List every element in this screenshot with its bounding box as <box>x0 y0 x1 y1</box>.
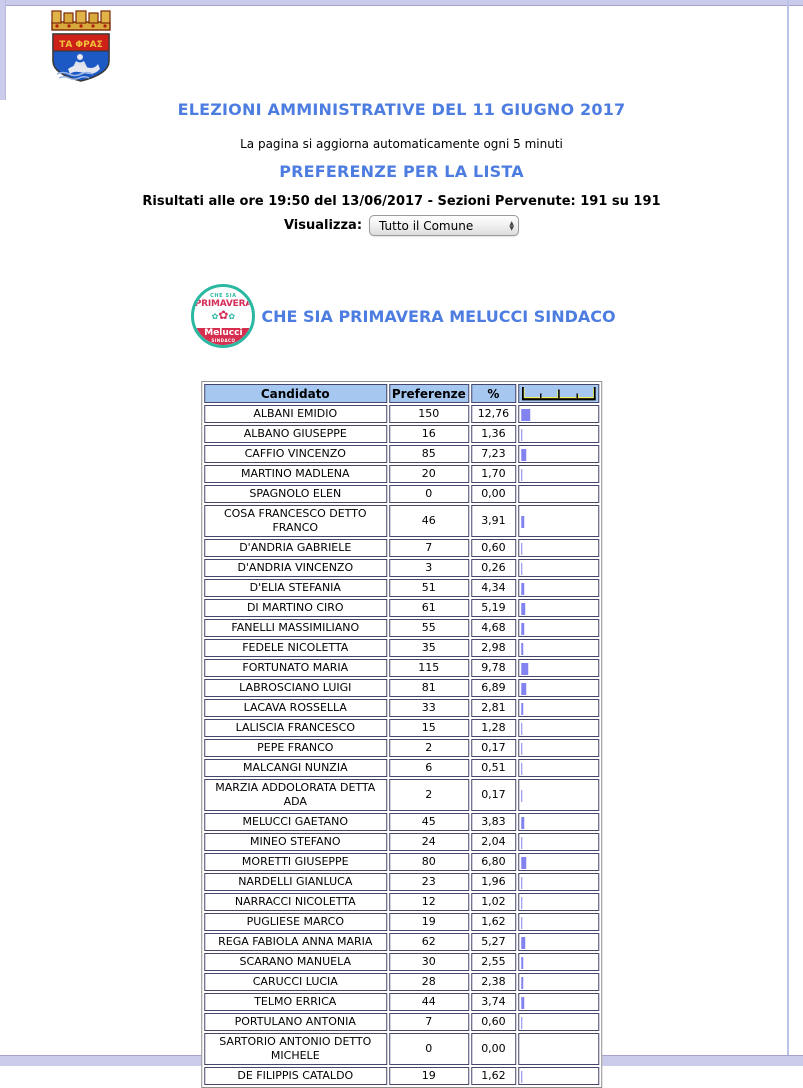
percent-bar <box>521 917 522 929</box>
percent-bar-cell <box>518 813 599 831</box>
preferences-count-cell: 45 <box>389 813 469 831</box>
preferences-count-cell: 20 <box>389 465 469 483</box>
percent-bar <box>521 937 525 949</box>
page-frame-left <box>0 0 6 100</box>
percent-cell: 6,89 <box>471 679 516 697</box>
list-name: CHE SIA PRIMAVERA MELUCCI SINDACO <box>261 307 615 326</box>
candidate-name-cell: DE FILIPPIS CATALDO <box>204 1067 387 1085</box>
scale-ruler-icon <box>521 386 596 401</box>
area-select-value: Tutto il Comune <box>379 219 509 233</box>
candidate-name-cell: MELUCCI GAETANO <box>204 813 387 831</box>
percent-bar <box>521 703 523 715</box>
preferences-count-cell: 62 <box>389 933 469 951</box>
section-title: PREFERENZE PER LA LISTA <box>0 162 803 181</box>
percent-cell: 0,60 <box>471 1013 516 1031</box>
candidate-name-cell: D'ANDRIA GABRIELE <box>204 539 387 557</box>
preferences-count-cell: 80 <box>389 853 469 871</box>
page-frame-right <box>787 0 789 1066</box>
table-row <box>204 1013 600 1031</box>
percent-bar <box>521 837 523 849</box>
percent-cell: 2,98 <box>471 639 516 657</box>
flower-icons: ✿✿✿ <box>194 308 252 322</box>
candidate-name-cell: FANELLI MASSIMILIANO <box>204 619 387 637</box>
table-row <box>204 539 600 557</box>
percent-bar-cell <box>518 619 599 637</box>
percent-cell: 12,76 <box>471 405 516 423</box>
percent-cell: 0,60 <box>471 539 516 557</box>
candidate-name-cell: FEDELE NICOLETTA <box>204 639 387 657</box>
table-row <box>204 933 600 951</box>
percent-cell: 1,70 <box>471 465 516 483</box>
table-row <box>204 579 600 597</box>
percent-bar-cell <box>518 579 599 597</box>
percent-cell: 2,38 <box>471 973 516 991</box>
preferences-count-cell: 2 <box>389 779 469 811</box>
percent-bar-cell <box>518 833 599 851</box>
candidate-name-cell: PEPE FRANCO <box>204 739 387 757</box>
percent-bar-cell <box>518 505 599 537</box>
percent-bar-cell <box>518 933 599 951</box>
percent-cell: 3,91 <box>471 505 516 537</box>
preferences-count-cell: 46 <box>389 505 469 537</box>
percent-bar-cell <box>518 739 599 757</box>
candidate-name-cell: MARTINO MADLENA <box>204 465 387 483</box>
candidate-name-cell: PORTULANO ANTONIA <box>204 1013 387 1031</box>
candidate-name-cell: PUGLIESE MARCO <box>204 913 387 931</box>
percent-cell: 0,26 <box>471 559 516 577</box>
percent-bar-cell <box>518 445 599 463</box>
percent-bar-cell <box>518 873 599 891</box>
percent-bar-cell <box>518 485 599 503</box>
percent-bar-cell <box>518 1033 599 1065</box>
visualizza-label: Visualizza: <box>284 218 362 233</box>
preferences-count-cell: 55 <box>389 619 469 637</box>
candidate-name-cell: DI MARTINO CIRO <box>204 599 387 617</box>
percent-bar-cell <box>518 913 599 931</box>
percent-bar <box>521 516 524 528</box>
shield-icon <box>53 34 109 81</box>
list-logo <box>191 284 255 348</box>
percent-cell: 1,02 <box>471 893 516 911</box>
candidate-name-cell: LABROSCIANO LUIGI <box>204 679 387 697</box>
candidate-name-cell: MINEO STEFANO <box>204 833 387 851</box>
percent-bar <box>521 877 522 889</box>
percent-bar <box>521 957 523 969</box>
percent-cell: 9,78 <box>471 659 516 677</box>
percent-cell: 0,00 <box>471 1033 516 1065</box>
percent-bar-cell <box>518 539 599 557</box>
table-row <box>204 953 600 971</box>
preferences-count-cell: 19 <box>389 1067 469 1085</box>
preferences-count-cell: 33 <box>389 699 469 717</box>
percent-bar-cell <box>518 893 599 911</box>
percent-cell: 2,55 <box>471 953 516 971</box>
preferences-count-cell: 2 <box>389 739 469 757</box>
percent-bar <box>521 897 522 909</box>
table-row <box>204 619 600 637</box>
table-row <box>204 813 600 831</box>
percent-bar-cell <box>518 465 599 483</box>
percent-cell: 6,80 <box>471 853 516 871</box>
table-row <box>204 639 600 657</box>
percent-bar-cell <box>518 853 599 871</box>
percent-cell: 5,27 <box>471 933 516 951</box>
table-row <box>204 405 600 423</box>
percent-bar <box>521 857 526 869</box>
percent-bar <box>521 623 525 635</box>
percent-cell: 4,68 <box>471 619 516 637</box>
table-row <box>204 993 600 1011</box>
candidate-name-cell: SARTORIO ANTONIO DETTO MICHELE <box>204 1033 387 1065</box>
percent-bar <box>521 723 522 735</box>
table-row <box>204 973 600 991</box>
candidate-name-cell: LACAVA ROSSELLA <box>204 699 387 717</box>
shield-motto: ΤΑ ΦΡΑΣ <box>59 40 103 50</box>
preferences-count-cell: 0 <box>389 1033 469 1065</box>
percent-cell: 0,51 <box>471 759 516 777</box>
percent-bar <box>521 603 525 615</box>
list-logo-band <box>194 328 252 345</box>
percent-bar-cell <box>518 405 599 423</box>
percent-cell: 1,62 <box>471 913 516 931</box>
preferences-count-cell: 15 <box>389 719 469 737</box>
candidates-tbody <box>204 405 600 1085</box>
percent-bar-cell <box>518 993 599 1011</box>
select-arrows-icon <box>509 221 514 231</box>
percent-bar-cell <box>518 953 599 971</box>
candidate-name-cell: MARZIA ADDOLORATA DETTA ADA <box>204 779 387 811</box>
preferences-count-cell: 7 <box>389 1013 469 1031</box>
table-row <box>204 1067 600 1085</box>
table-row <box>204 599 600 617</box>
percent-cell: 7,23 <box>471 445 516 463</box>
percent-cell: 3,74 <box>471 993 516 1011</box>
percent-bar <box>521 683 526 695</box>
preferences-table-wrapper <box>201 381 603 1088</box>
percent-cell: 1,36 <box>471 425 516 443</box>
percent-bar-cell <box>518 1067 599 1085</box>
header-percent: % <box>471 384 516 403</box>
percent-bar-cell <box>518 1013 599 1031</box>
candidate-name-cell: MORETTI GIUSEPPE <box>204 853 387 871</box>
preferences-table <box>201 381 603 1088</box>
percent-cell: 0,17 <box>471 739 516 757</box>
percent-bar <box>521 1071 522 1083</box>
preferences-count-cell: 23 <box>389 873 469 891</box>
table-header-row <box>204 384 600 403</box>
percent-bar-cell <box>518 719 599 737</box>
percent-cell: 2,04 <box>471 833 516 851</box>
crown-icon <box>52 11 110 30</box>
percent-cell: 1,96 <box>471 873 516 891</box>
preferences-count-cell: 61 <box>389 599 469 617</box>
percent-cell: 2,81 <box>471 699 516 717</box>
table-row <box>204 465 600 483</box>
table-row <box>204 779 600 811</box>
percent-bar <box>521 429 522 441</box>
preferences-count-cell: 81 <box>389 679 469 697</box>
auto-refresh-note: La pagina si aggiorna automaticamente ogni 5 minuti <box>0 137 803 151</box>
percent-bar-cell <box>518 639 599 657</box>
preferences-count-cell: 3 <box>389 559 469 577</box>
table-row <box>204 699 600 717</box>
preferences-count-cell: 0 <box>389 485 469 503</box>
table-row <box>204 425 600 443</box>
percent-bar <box>521 997 524 1009</box>
header-candidato: Candidato <box>204 384 387 403</box>
preferences-count-cell: 24 <box>389 833 469 851</box>
candidate-name-cell: ALBANI EMIDIO <box>204 405 387 423</box>
percent-bar <box>521 409 531 421</box>
candidate-name-cell: COSA FRANCESCO DETTO FRANCO <box>204 505 387 537</box>
table-row <box>204 445 600 463</box>
preferences-count-cell: 51 <box>389 579 469 597</box>
percent-bar <box>521 977 523 989</box>
preferences-count-cell: 115 <box>389 659 469 677</box>
table-row <box>204 559 600 577</box>
table-row <box>204 659 600 677</box>
table-row <box>204 719 600 737</box>
percent-bar-cell <box>518 759 599 777</box>
candidate-name-cell: SPAGNOLO ELEN <box>204 485 387 503</box>
candidate-name-cell: NARDELLI GIANLUCA <box>204 873 387 891</box>
percent-cell: 0,17 <box>471 779 516 811</box>
page-title: ELEZIONI AMMINISTRATIVE DEL 11 GIUGNO 2017 <box>0 100 803 119</box>
percent-bar <box>521 817 524 829</box>
table-row <box>204 1033 600 1065</box>
preferences-count-cell: 85 <box>389 445 469 463</box>
percent-cell: 1,28 <box>471 719 516 737</box>
percent-bar-cell <box>518 973 599 991</box>
percent-bar-cell <box>518 425 599 443</box>
header-preferenze: Preferenze <box>389 384 469 403</box>
table-row <box>204 485 600 503</box>
percent-bar <box>521 663 528 675</box>
candidate-name-cell: CAFFIO VINCENZO <box>204 445 387 463</box>
table-row <box>204 913 600 931</box>
percent-bar-cell <box>518 779 599 811</box>
preferences-count-cell: 19 <box>389 913 469 931</box>
table-row <box>204 873 600 891</box>
list-header <box>0 284 803 348</box>
percent-bar <box>521 583 524 595</box>
candidate-name-cell: TELMO ERRICA <box>204 993 387 1011</box>
header-scale <box>518 384 599 403</box>
percent-cell: 5,19 <box>471 599 516 617</box>
percent-cell: 0,00 <box>471 485 516 503</box>
candidate-name-cell: FORTUNATO MARIA <box>204 659 387 677</box>
taranto-coat-of-arms-icon <box>40 5 122 85</box>
preferences-count-cell: 16 <box>389 425 469 443</box>
percent-bar <box>521 643 523 655</box>
preferences-count-cell: 6 <box>389 759 469 777</box>
preferences-count-cell: 28 <box>389 973 469 991</box>
preferences-count-cell: 44 <box>389 993 469 1011</box>
preferences-count-cell: 35 <box>389 639 469 657</box>
table-row <box>204 853 600 871</box>
percent-cell: 4,34 <box>471 579 516 597</box>
candidate-name-cell: LALISCIA FRANCESCO <box>204 719 387 737</box>
percent-bar <box>521 449 526 461</box>
percent-bar-cell <box>518 559 599 577</box>
candidate-name-cell: CARUCCI LUCIA <box>204 973 387 991</box>
visualizza-row <box>0 215 803 236</box>
list-logo-top-text: CHE SIA <box>194 293 252 299</box>
table-row <box>204 679 600 697</box>
candidate-name-cell: REGA FABIOLA ANNA MARIA <box>204 933 387 951</box>
table-row <box>204 759 600 777</box>
table-row <box>204 739 600 757</box>
candidate-name-cell: NARRACCI NICOLETTA <box>204 893 387 911</box>
percent-bar-cell <box>518 679 599 697</box>
area-select[interactable] <box>369 215 519 236</box>
preferences-count-cell: 7 <box>389 539 469 557</box>
candidate-name-cell: MALCANGI NUNZIA <box>204 759 387 777</box>
percent-bar-cell <box>518 699 599 717</box>
preferences-count-cell: 30 <box>389 953 469 971</box>
candidate-name-cell: D'ANDRIA VINCENZO <box>204 559 387 577</box>
percent-bar <box>521 469 522 481</box>
results-status-line: Risultati alle ore 19:50 del 13/06/2017 - Sezioni Pervenute: 191 su 191 <box>0 194 803 209</box>
percent-cell: 3,83 <box>471 813 516 831</box>
candidate-name-cell: ALBANO GIUSEPPE <box>204 425 387 443</box>
table-row <box>204 505 600 537</box>
preferences-count-cell: 150 <box>389 405 469 423</box>
percent-bar-cell <box>518 659 599 677</box>
candidate-name-cell: D'ELIA STEFANIA <box>204 579 387 597</box>
list-logo-band-text: Melucci <box>194 328 252 339</box>
table-row <box>204 893 600 911</box>
preferences-count-cell: 12 <box>389 893 469 911</box>
candidate-name-cell: SCARANO MANUELA <box>204 953 387 971</box>
percent-bar-cell <box>518 599 599 617</box>
percent-cell: 1,62 <box>471 1067 516 1085</box>
list-logo-main-text: PRIMAVERA <box>194 299 252 309</box>
table-row <box>204 833 600 851</box>
list-logo-band-subtext: SINDACO <box>194 339 252 343</box>
